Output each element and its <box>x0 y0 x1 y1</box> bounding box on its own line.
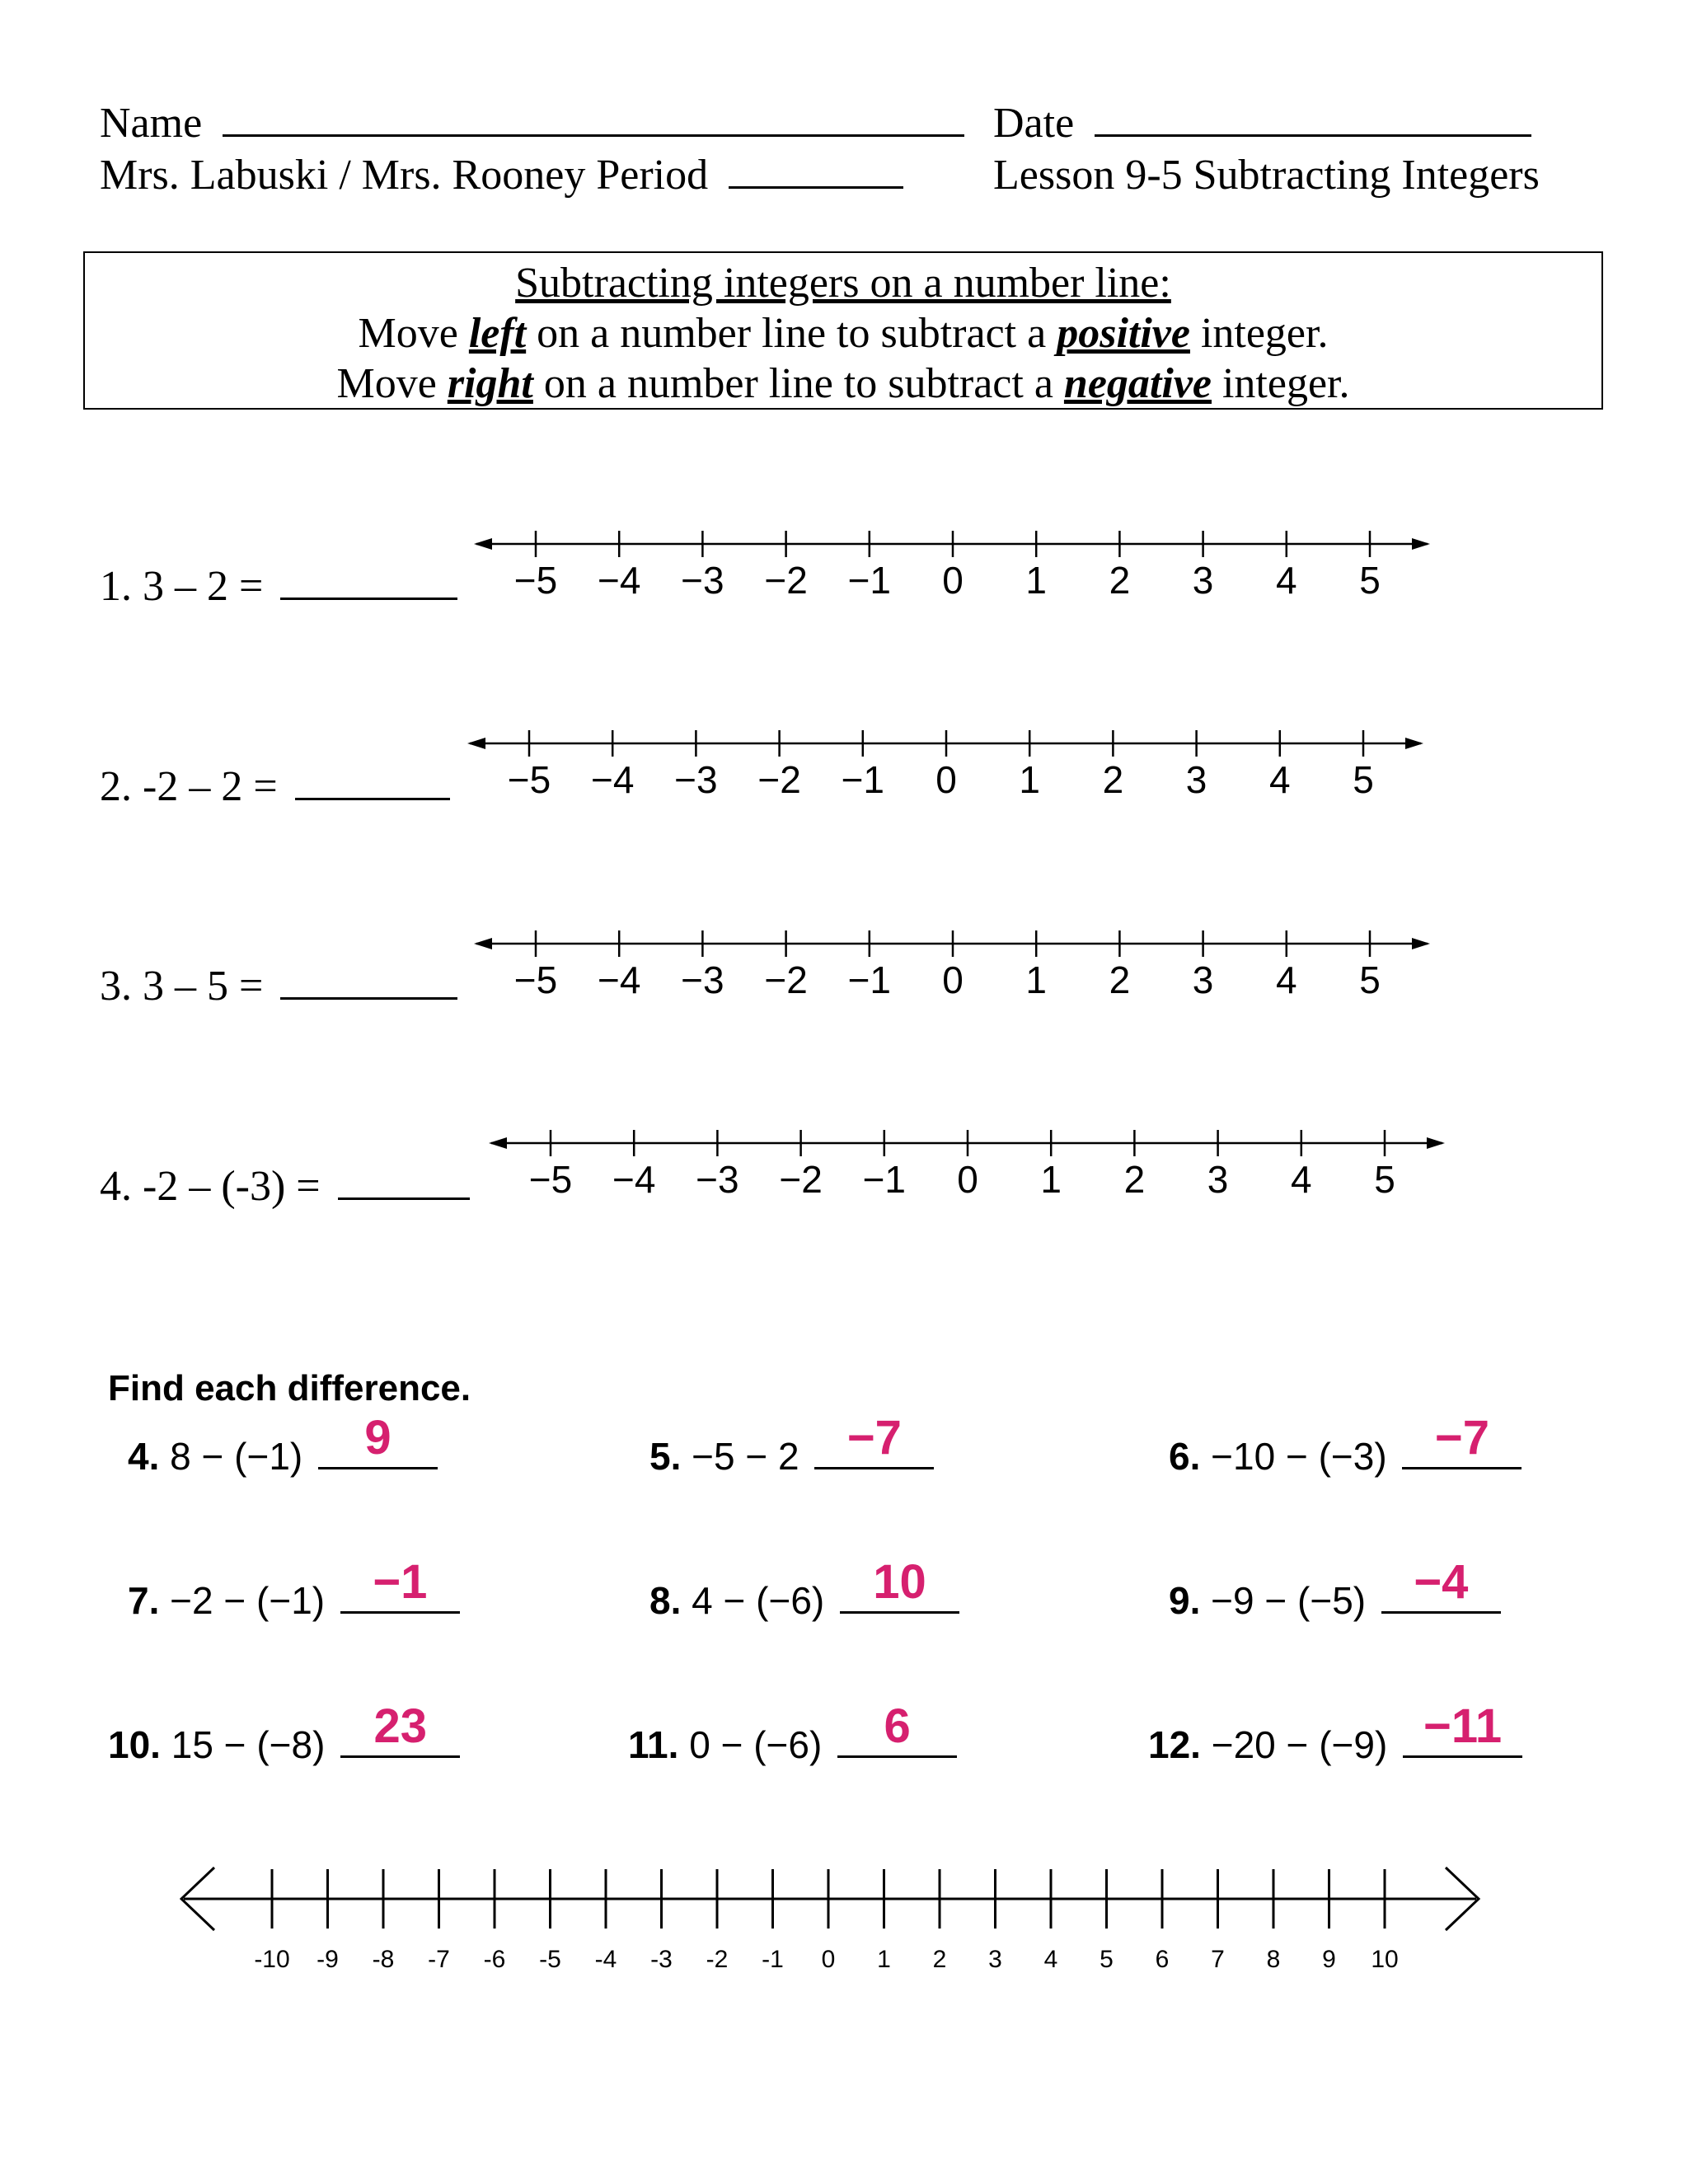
big-number-line-svg <box>180 1864 1482 1980</box>
exercise-expression: −20 − (−9) <box>1211 1723 1388 1766</box>
tick-label: −1 <box>847 559 892 602</box>
tick-label: 2 <box>1109 559 1131 602</box>
tick-label: 0 <box>935 758 957 801</box>
problem-1-label: 1. 3 – 2 = <box>100 563 264 610</box>
number-line-2 <box>463 727 1428 809</box>
exercise-number: 8. <box>649 1579 682 1622</box>
rule-2-sign: negative <box>1063 360 1212 407</box>
problem-3-label: 3. 3 – 5 = <box>100 963 264 1010</box>
exercise-expression: 8 − (−1) <box>170 1435 303 1478</box>
rule-1-post: integer. <box>1200 310 1329 357</box>
exercise-7 <box>128 1555 460 1623</box>
problem-3 <box>100 962 457 1010</box>
left-arrow-icon <box>474 538 492 550</box>
exercise-12 <box>1148 1699 1522 1767</box>
tick-label: 10 <box>1371 1946 1399 1973</box>
tick-label: 5 <box>1100 1946 1114 1973</box>
exercise-expression: 0 − (−6) <box>689 1723 823 1766</box>
number-line-3 <box>470 927 1434 1010</box>
tick-label: -6 <box>483 1946 506 1973</box>
number-line-svg <box>470 527 1434 606</box>
tick-label: −3 <box>681 958 724 1001</box>
tick-label: -9 <box>316 1946 339 1973</box>
tick-label: -1 <box>762 1946 784 1973</box>
number-line-1 <box>470 527 1434 610</box>
tick-label: -8 <box>372 1946 395 1973</box>
answer-blank[interactable] <box>1403 1699 1522 1758</box>
exercise-number: 5. <box>649 1435 682 1478</box>
problem-4-label: 4. -2 – (-3) = <box>100 1163 321 1210</box>
left-arrow-icon <box>467 738 485 749</box>
tick-label: 1 <box>1040 1158 1062 1201</box>
right-arrow-icon <box>1412 938 1430 949</box>
tick-label: −1 <box>847 958 892 1001</box>
tick-label: −4 <box>590 758 635 801</box>
section-title: Find each difference. <box>108 1368 471 1408</box>
tick-label: 1 <box>877 1946 891 1973</box>
problem-4-blank[interactable] <box>338 1165 470 1200</box>
tick-label: 1 <box>1025 958 1047 1001</box>
handwritten-answer: 10 <box>873 1555 926 1609</box>
right-arrow-icon <box>1427 1137 1445 1149</box>
tick-label: -10 <box>254 1946 290 1973</box>
exercise-expression: −5 − 2 <box>692 1435 799 1478</box>
date-row <box>993 99 1531 148</box>
tick-label: 4 <box>1276 958 1297 1001</box>
lesson-title: Lesson 9-5 Subtracting Integers <box>993 152 1540 199</box>
left-arrow-icon <box>489 1137 507 1149</box>
exercise-number: 10. <box>108 1723 161 1766</box>
tick-label: −4 <box>597 958 641 1001</box>
tick-label: 5 <box>1359 559 1381 602</box>
answer-blank[interactable] <box>340 1555 460 1614</box>
rule-1-pre: Move <box>358 310 458 357</box>
name-label: Name <box>100 100 203 147</box>
handwritten-answer: 9 <box>364 1411 392 1465</box>
exercise-number: 9. <box>1169 1579 1201 1622</box>
name-row <box>100 99 964 148</box>
exercise-4 <box>128 1411 438 1479</box>
exercise-11 <box>628 1699 957 1767</box>
tick-label: 3 <box>988 1946 1002 1973</box>
right-arrow-icon <box>1412 538 1430 550</box>
tick-label: 6 <box>1155 1946 1170 1973</box>
exercise-6 <box>1169 1411 1522 1479</box>
tick-label: 2 <box>1109 958 1131 1001</box>
tick-label: 1 <box>1019 758 1040 801</box>
left-arrow-icon <box>474 938 492 949</box>
problem-1 <box>100 562 457 611</box>
answer-blank[interactable] <box>840 1555 959 1614</box>
tick-label: −3 <box>696 1158 739 1201</box>
teacher-row <box>100 151 903 200</box>
tick-label: 8 <box>1266 1946 1281 1973</box>
period-blank[interactable] <box>729 153 903 189</box>
date-blank[interactable] <box>1095 101 1531 137</box>
tick-label: −2 <box>779 1158 823 1201</box>
tick-label: −4 <box>612 1158 656 1201</box>
tick-label: -7 <box>428 1946 450 1973</box>
answer-blank[interactable] <box>814 1411 934 1469</box>
tick-label: 3 <box>1192 958 1214 1001</box>
tick-label: 4 <box>1269 758 1291 801</box>
tick-label: -5 <box>539 1946 561 1973</box>
exercise-9 <box>1169 1555 1501 1623</box>
answer-blank[interactable] <box>340 1699 460 1758</box>
handwritten-answer: −4 <box>1414 1555 1469 1609</box>
tick-label: 1 <box>1025 559 1047 602</box>
exercise-number: 6. <box>1169 1435 1201 1478</box>
number-line-svg <box>463 727 1428 805</box>
problem-2-label: 2. -2 – 2 = <box>100 763 278 810</box>
tick-label: 0 <box>957 1158 978 1201</box>
tick-label: −3 <box>674 758 718 801</box>
tick-label: 2 <box>1123 1158 1146 1201</box>
tick-label: −5 <box>513 559 558 602</box>
tick-label: 2 <box>932 1946 947 1973</box>
answer-blank[interactable] <box>1381 1555 1501 1614</box>
rule-box <box>83 251 1603 410</box>
exercise-expression: −9 − (−5) <box>1211 1579 1367 1622</box>
tick-label: −2 <box>764 958 808 1001</box>
number-line-svg <box>485 1127 1449 1205</box>
handwritten-answer: −1 <box>373 1555 428 1609</box>
tick-label: −3 <box>681 559 724 602</box>
exercise-number: 12. <box>1148 1723 1201 1766</box>
problem-3-blank[interactable] <box>280 964 457 1000</box>
tick-label: 3 <box>1185 758 1207 801</box>
name-blank[interactable] <box>223 101 964 137</box>
rule-line-2 <box>85 359 1601 409</box>
rule-line-1 <box>85 308 1601 359</box>
problem-2-blank[interactable] <box>295 765 450 800</box>
tick-label: 0 <box>942 559 964 602</box>
right-arrow-icon <box>1405 738 1423 749</box>
exercise-number: 4. <box>128 1435 160 1478</box>
problem-4 <box>100 1162 470 1211</box>
exercise-expression: −10 − (−3) <box>1211 1435 1387 1478</box>
tick-label: 5 <box>1374 1158 1395 1201</box>
tick-label: −5 <box>513 958 558 1001</box>
tick-label: 5 <box>1353 758 1374 801</box>
tick-label: −1 <box>841 758 885 801</box>
handwritten-answer: −7 <box>846 1411 902 1465</box>
big-number-line <box>180 1864 1482 1984</box>
tick-label: −2 <box>757 758 801 801</box>
tick-label: 4 <box>1291 1158 1312 1201</box>
tick-label: 4 <box>1276 559 1297 602</box>
handwritten-answer: 23 <box>373 1699 427 1753</box>
tick-label: 0 <box>821 1946 836 1973</box>
exercise-10 <box>108 1699 460 1767</box>
tick-label: −5 <box>528 1158 573 1201</box>
exercise-expression: 15 − (−8) <box>171 1723 326 1766</box>
tick-label: −1 <box>862 1158 907 1201</box>
rule-1-direction: left <box>468 310 527 357</box>
problem-2 <box>100 762 450 811</box>
rule-1-sign: positive <box>1057 310 1190 357</box>
tick-label: 3 <box>1207 1158 1229 1201</box>
tick-label: 9 <box>1322 1946 1336 1973</box>
handwritten-answer: −7 <box>1434 1411 1490 1465</box>
exercise-number: 7. <box>128 1579 160 1622</box>
tick-label: -4 <box>594 1946 617 1973</box>
answer-blank[interactable] <box>837 1699 957 1758</box>
tick-label: 4 <box>1043 1946 1058 1973</box>
tick-label: 5 <box>1359 958 1381 1001</box>
rule-2-direction: right <box>447 360 533 407</box>
rule-1-mid: on a number line to subtract a <box>537 310 1047 357</box>
rule-2-mid: on a number line to subtract a <box>543 360 1053 407</box>
answer-blank[interactable] <box>318 1411 438 1469</box>
tick-label: 0 <box>942 958 964 1001</box>
exercise-expression: −2 − (−1) <box>170 1579 326 1622</box>
tick-label: 7 <box>1211 1946 1225 1973</box>
rule-box-title: Subtracting integers on a number line: <box>515 260 1171 307</box>
rule-2-post: integer. <box>1221 360 1350 407</box>
tick-label: −2 <box>764 559 808 602</box>
exercise-8 <box>649 1555 959 1623</box>
exercise-5 <box>649 1411 934 1479</box>
tick-label: −4 <box>597 559 641 602</box>
number-line-svg <box>470 927 1434 1005</box>
problem-1-blank[interactable] <box>280 565 457 600</box>
tick-label: 2 <box>1102 758 1124 801</box>
tick-label: 3 <box>1192 559 1214 602</box>
date-label: Date <box>993 100 1075 147</box>
handwritten-answer: 6 <box>884 1699 911 1753</box>
exercise-number: 11. <box>628 1723 679 1766</box>
handwritten-answer: −11 <box>1423 1699 1503 1753</box>
teacher-period-label: Mrs. Labuski / Mrs. Rooney Period <box>100 152 709 199</box>
rule-2-pre: Move <box>336 360 437 407</box>
tick-label: -2 <box>706 1946 729 1973</box>
exercise-expression: 4 − (−6) <box>692 1579 825 1622</box>
number-line-4 <box>485 1127 1449 1209</box>
tick-label: −5 <box>507 758 551 801</box>
answer-blank[interactable] <box>1402 1411 1522 1469</box>
tick-label: -3 <box>650 1946 673 1973</box>
